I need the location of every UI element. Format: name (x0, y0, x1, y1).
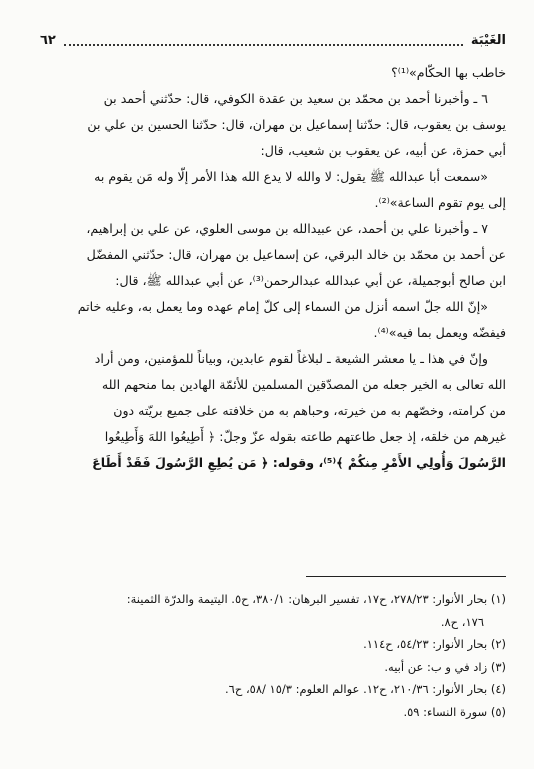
text-line: من كرامته، وخصّهم به من خيرته، وحباهم به من خلافته على جميع بريّته دون (113, 403, 506, 418)
text-line: عن أحمد بن محمّد بن خالد البرقي، عن إسماعيل بن مهران، قال: حدّثني المفضّل (86, 247, 506, 262)
book-title: الغَيْبَة (470, 32, 506, 48)
footnote-continuation: ١٧٦، ح٨. (440, 614, 484, 629)
text-line: «سمعت أبا عبدالله ﷺ يقول: لا والله لا يدع الله هذا الأمر إلّا وله مَن يقوم به (94, 169, 488, 184)
footnote: (٣) زاد في و ب: عن أبيه. (384, 659, 506, 674)
header-dotted-leader (64, 34, 463, 46)
text-line: ابن صالح أبوجميلة، عن أبي عبدالله عبدالرحمن⁽³⁾، عن أبي عبدالله ﷺ، قال: (115, 273, 506, 288)
main-text (26, 60, 506, 476)
text-line: أبي حمزة، عن أبيه، عن يعقوب بن شعيب، قال: (260, 143, 506, 158)
page-header (40, 28, 506, 52)
text-line: خاطب بها الحكّام»⁽¹⁾؟ (391, 65, 506, 80)
footnote: (٢) بحار الأنوار: ٥٤/٢٣، ح١١٤. (363, 637, 506, 651)
text-line: إلى يوم تقوم الساعة»⁽²⁾. (374, 195, 506, 210)
text-line: وإنّ في هذا ـ يا معشر الشيعة ـ لبلاغاً لقوم عابدين، وبياناً للمؤمنين، ومن أراد (94, 351, 488, 366)
text-line: الله تعالى به الخير جعله من المصدّقين المسلمين للأئمّة الهادين بما منحهم الله (101, 377, 506, 392)
text-line: غيرهم من خلقه، إذ جعل طاعتهم طاعته بقوله عزّ وجلّ: ﴿ أَطِيعُوا اللهَ وَأَطِيعُوا (104, 429, 506, 444)
footnote: (٥) سورة النساء: ٥٩. (403, 704, 506, 719)
text-line: فيفضّه ويعمل بما فيه»⁽⁴⁾. (373, 325, 506, 340)
text-line: الرَّسُولَ وَأُولِي الأَمْرِ مِنكُمْ ﴾⁽⁵⁾، وقوله: ﴿ مَن يُطِعِ الرَّسُولَ فَقَدْ أَطَاعَ (92, 455, 506, 470)
text-line: «إنّ الله جلّ اسمه أنزل من السماء إلى كلّ إمام عهده وما يعمل به، وعليه خاتم (77, 299, 488, 314)
footnote-divider (306, 576, 506, 577)
page-number: ٦٢ (40, 32, 56, 48)
text-line: يوسف بن يعقوب، قال: حدّثنا إسماعيل بن مهران، قال: حدّثنا الحسين بن علي بن (87, 117, 506, 132)
footnotes (26, 588, 506, 723)
footnote: (١) بحار الأنوار: ٢٧٨/٢٣، ح١٧، تفسير البرهان: ٣٨٠/١، ح٥. اليتيمة والدرّة الثمينة: (126, 592, 506, 606)
text-line: ٦ ـ وأخبرنا أحمد بن محمّد بن سعيد بن عقدة الكوفي، قال: حدّثني أحمد بن (103, 91, 488, 106)
footnote: (٤) بحار الأنوار: ٢١٠/٣٦، ح١٢. عوالم العلوم: ١٥/٣ /٥٨، ح٦. (225, 682, 506, 696)
text-line: ٧ ـ وأخبرنا علي بن أحمد، عن عبيدالله بن موسى العلوي، عن علي بن إبراهيم، (86, 221, 488, 236)
